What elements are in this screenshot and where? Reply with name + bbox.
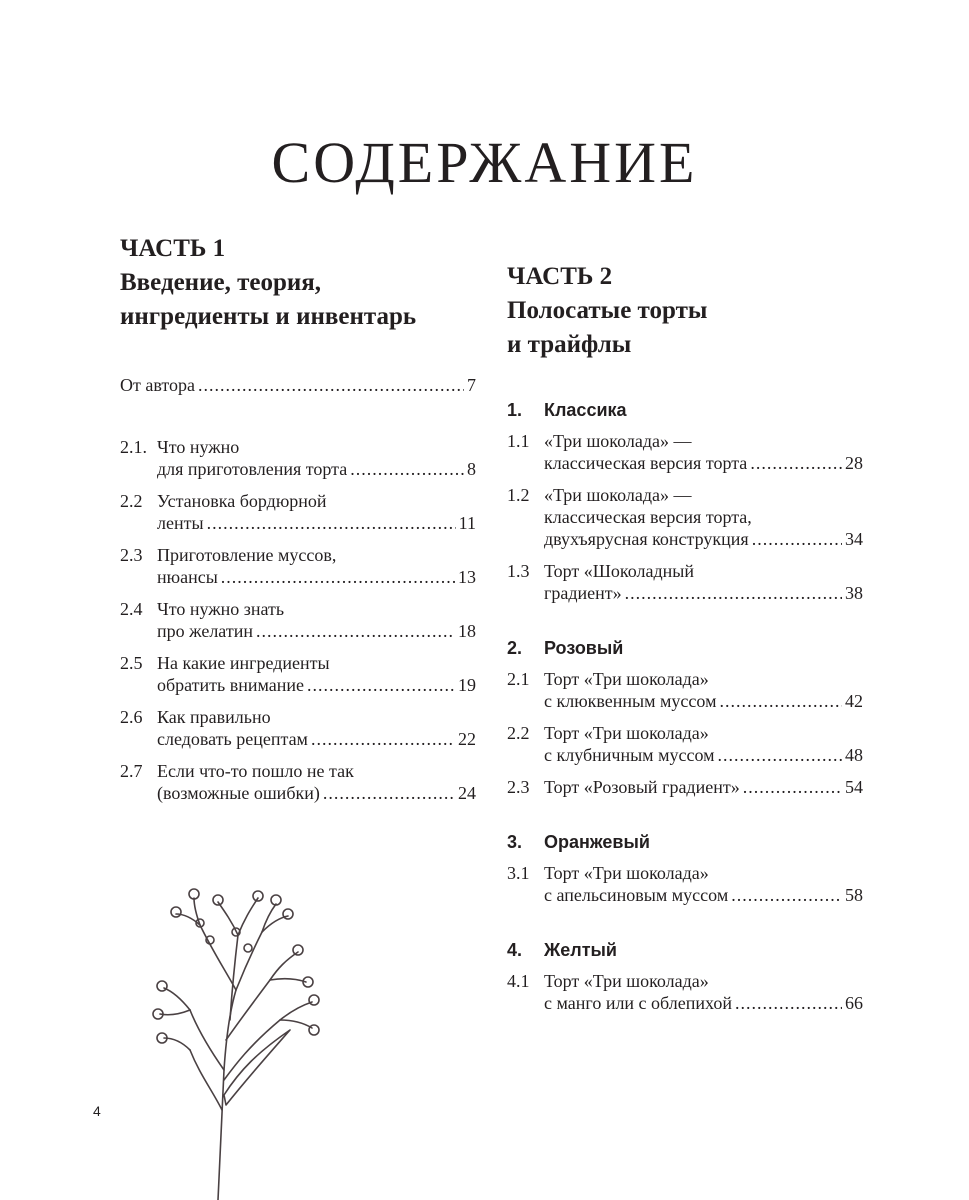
toc-entry[interactable] xyxy=(507,560,863,604)
toc-entry-text: для приготовления торта xyxy=(157,459,348,479)
part2-sections xyxy=(507,398,863,1014)
toc-entry[interactable] xyxy=(120,760,476,804)
toc-entry-text: про желатин xyxy=(157,621,253,641)
part2-label: ЧАСТЬ 2 xyxy=(507,263,613,290)
toc-page-number: 66 xyxy=(845,993,863,1013)
toc-page-number: 7 xyxy=(467,375,476,395)
toc-entry-text: Торт «Три шоколада» xyxy=(544,723,709,743)
toc-entry-number: 4.1 xyxy=(507,971,530,991)
toc-entry-number: 2.2 xyxy=(120,491,143,511)
toc-entry-text: следовать рецептам xyxy=(157,729,308,749)
toc-entry-text: градиент» xyxy=(544,583,622,603)
toc-entry-text: обратить внимание xyxy=(157,675,305,695)
toc-section-number: 3. xyxy=(507,832,523,852)
toc-entry-text: Что нужно xyxy=(157,437,240,457)
toc-entry-text: Как правильно xyxy=(157,707,271,727)
part2-title-line: и трайфлы xyxy=(507,331,632,358)
toc-section-heading[interactable] xyxy=(507,398,863,422)
toc-entry-text: с клюквенным муссом xyxy=(544,691,717,711)
toc-entry-number: 2.5 xyxy=(120,653,143,673)
toc-entry-text: Если что-то пошло не так xyxy=(157,761,354,781)
toc-section-heading[interactable] xyxy=(507,636,863,660)
toc-entry[interactable] xyxy=(507,484,863,550)
toc-page-number: 38 xyxy=(845,583,863,603)
leader-dots xyxy=(743,776,842,798)
toc-section-heading[interactable] xyxy=(507,830,863,854)
toc-entry[interactable] xyxy=(507,862,863,906)
toc-entry-number: 2.1 xyxy=(507,669,530,689)
toc-entry-number: 3.1 xyxy=(507,863,530,883)
toc-page-number: 48 xyxy=(845,745,863,765)
toc-entry-text: Установка бордюрной xyxy=(157,491,327,511)
toc-section-title: Оранжевый xyxy=(544,832,650,852)
part2-title-line: Полосатые торты xyxy=(507,297,708,324)
part1-heading xyxy=(120,232,476,334)
toc-section-title: Розовый xyxy=(544,638,624,658)
toc-entry-number: 2.4 xyxy=(120,599,143,619)
leader-dots xyxy=(256,620,455,642)
toc-entry[interactable] xyxy=(120,544,476,588)
toc-section-title: Желтый xyxy=(544,940,617,960)
toc-entry-text: На какие ингредиенты xyxy=(157,653,330,673)
part2-heading xyxy=(507,260,863,362)
toc-entry[interactable] xyxy=(507,776,863,798)
toc-entry[interactable] xyxy=(507,430,863,474)
toc-page-number: 58 xyxy=(845,885,863,905)
toc-entry-number: 2.6 xyxy=(120,707,143,727)
toc-page-number: 28 xyxy=(845,453,863,473)
toc-page-number: 11 xyxy=(458,513,476,533)
toc-entry-number: 2.3 xyxy=(120,545,143,565)
toc-entry[interactable] xyxy=(120,436,476,480)
part1-title-line: ингредиенты и инвентарь xyxy=(120,303,417,330)
leader-dots xyxy=(207,512,456,534)
toc-entry-text: с манго или с облепихой xyxy=(544,993,732,1013)
toc-entry-number: 1.1 xyxy=(507,431,530,451)
toc-entry-text: (возможные ошибки) xyxy=(157,783,320,803)
toc-entry-text: двухъярусная конструкция xyxy=(544,529,749,549)
leader-dots xyxy=(752,528,842,550)
toc-entry[interactable] xyxy=(507,668,863,712)
toc-section-number: 4. xyxy=(507,940,523,960)
toc-section-number: 1. xyxy=(507,400,523,420)
toc-entry-text: Торт «Три шоколада» xyxy=(544,971,709,991)
toc-section-heading[interactable] xyxy=(507,938,863,962)
leader-dots xyxy=(719,690,842,712)
toc-entry-text: Что нужно знать xyxy=(157,599,285,619)
toc-entry[interactable] xyxy=(120,490,476,534)
part1-column xyxy=(120,232,476,814)
toc-section-title: Классика xyxy=(544,400,627,420)
leader-dots xyxy=(735,992,842,1014)
toc-entry[interactable] xyxy=(120,598,476,642)
toc-entry-number: 2.2 xyxy=(507,723,530,743)
toc-entry-text: классическая версия торта, xyxy=(544,507,752,527)
toc-entry-text: нюансы xyxy=(157,567,218,587)
toc-page-number: 8 xyxy=(467,459,476,479)
toc-entry-text: «Три шоколада» — xyxy=(544,431,692,451)
toc-entry[interactable] xyxy=(120,652,476,696)
toc-page-number: 54 xyxy=(845,777,863,797)
toc-entry-text: с клубничным муссом xyxy=(544,745,715,765)
toc-entry-text: классическая версия торта xyxy=(544,453,748,473)
part1-label: ЧАСТЬ 1 xyxy=(120,235,226,262)
toc-entry-number: 2.3 xyxy=(507,777,530,797)
part2-column xyxy=(507,260,863,1046)
toc-entry[interactable] xyxy=(120,706,476,750)
toc-entry-intro[interactable] xyxy=(120,374,476,396)
toc-page-number: 19 xyxy=(458,675,476,695)
toc-page-number: 24 xyxy=(458,783,476,803)
toc-section xyxy=(507,938,863,1014)
part1-entries xyxy=(120,436,476,804)
toc-entry-number: 2.7 xyxy=(120,761,143,781)
part1-title-line: Введение, теория, xyxy=(120,269,322,296)
toc-entry-text: Приготовление муссов, xyxy=(157,545,337,565)
page-number: 4 xyxy=(93,1103,101,1119)
toc-page-number: 22 xyxy=(458,729,476,749)
toc-entry-text: Торт «Розовый градиент» xyxy=(544,777,740,797)
leader-dots xyxy=(350,458,464,480)
toc-entry-text: Торт «Три шоколада» xyxy=(544,669,709,689)
toc-entry-number: 1.2 xyxy=(507,485,530,505)
toc-page-number: 34 xyxy=(845,529,863,549)
toc-entry-text: Торт «Три шоколада» xyxy=(544,863,709,883)
toc-entry-text: ленты xyxy=(157,513,204,533)
leader-dots xyxy=(625,582,842,604)
toc-entry-text: Торт «Шоколадный xyxy=(544,561,695,581)
toc-section xyxy=(507,636,863,798)
toc-entry-text: с апельсиновым муссом xyxy=(544,885,729,905)
leader-dots xyxy=(750,452,842,474)
leader-dots xyxy=(311,728,455,750)
toc-entry-number: 1.3 xyxy=(507,561,530,581)
leader-dots xyxy=(731,884,842,906)
page-title: СОДЕРЖАНИЕ xyxy=(271,130,698,195)
leader-dots xyxy=(323,782,455,804)
dried-flower-sprig-icon xyxy=(140,880,340,1200)
toc-entry[interactable] xyxy=(507,722,863,766)
leader-dots xyxy=(221,566,455,588)
toc-page-number: 13 xyxy=(458,567,476,587)
toc-page-number: 18 xyxy=(458,621,476,641)
leader-dots xyxy=(307,674,455,696)
leader-dots xyxy=(718,744,843,766)
toc-entry[interactable] xyxy=(507,970,863,1014)
toc-section xyxy=(507,830,863,906)
toc-section xyxy=(507,398,863,604)
toc-entry-text: От автора xyxy=(120,375,196,395)
toc-entry-text: «Три шоколада» — xyxy=(544,485,692,505)
toc-section-number: 2. xyxy=(507,638,523,658)
leader-dots xyxy=(198,374,464,396)
toc-entry-number: 2.1. xyxy=(120,437,147,457)
toc-page-number: 42 xyxy=(845,691,863,711)
